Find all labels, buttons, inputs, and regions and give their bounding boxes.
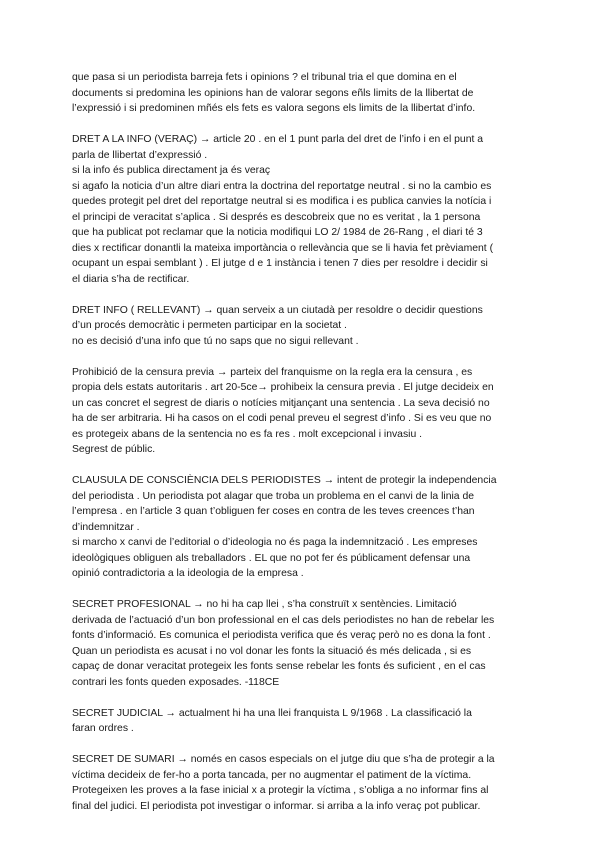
text-line: capaç de donar veracitat protegeix les fonts sense rebelar les fonts és suficient , en el cas [72, 661, 486, 672]
text-line: quedes protegit pel dret del reportatge neutral si es modifica i es publica canvies la notícia i [72, 196, 492, 207]
text-line: un cas concret el segrest de diaris o notícies mitjançant una sentencia . La seva decisió no [72, 397, 490, 409]
paragraph [72, 365, 530, 458]
text-line: es protegeix abans de la sentencia no es fa res . molt excepcional i invasiu . [72, 428, 423, 440]
text-line: Quan un periodista es acusat i no vol donar les fonts la situació és més delicada , si es [72, 645, 472, 657]
text-line: dies x rectificar donantli la mateixa importància o rellevància que se li havia fet prèviament ( [72, 242, 494, 254]
text-line: víctima decideix de fer-ho a porta tancada, per no augmentar el patiment de la víctima. [72, 769, 472, 781]
text-line: contrari les fonts queden exposades. -118CE [72, 676, 280, 688]
text-line: faran ordres . [72, 723, 134, 734]
text-line: opinió contradictoria a la ideologia de la empresa . [72, 568, 304, 579]
paragraph [72, 70, 530, 117]
text-line: ocupant un espai semblant ) . El jutge d e 1 instància i tenen 7 dies per resoldre i decidir si [72, 258, 488, 269]
text-line: d’un procés democràtic i permeten participar en la societat . [72, 320, 347, 331]
text-line: si agafo la noticia d’un altre diari entra la doctrina del reportatge neutral . si no la cambio es [72, 180, 492, 192]
text-line: propia dels estats autoritaris . art 20-5ce→ prohibeix la censura previa . El jutge decideix en [72, 382, 494, 393]
paragraph [72, 597, 530, 690]
text-line: l’expressió i si predominen mñés els fets es valora segons els limits de la llibertat d’info. [72, 103, 476, 114]
text-line: SECRET DE SUMARI → només en casos especials on el jutge diu que s’ha de protegir a la [72, 754, 495, 765]
text-line: ideològiques obliguen als treballadors . EL que no pot fer és públicament defensar una [72, 552, 471, 564]
text-line: derivada de l’actuació d’un bon professional en el cas dels periodistes no han de rebelar les [72, 614, 495, 626]
paragraph [72, 132, 530, 287]
text-line: el principi de veracitat s’aplica . Si després es descobreix que no es veritat , la 1 persona [72, 211, 481, 223]
text-line: no es decisió d’una info que tú no saps que no sigui rellevant . [72, 335, 359, 347]
text-line: CLAUSULA DE CONSCIÈNCIA DELS PERIODISTES → intent de protegir la independencia [72, 475, 497, 486]
text-line: final del judici. El periodista pot investigar o informar. si arriba a la info veraç pot publicar. [72, 800, 481, 812]
text-line: parla de llibertat d’expressió . [72, 149, 208, 161]
text-line: que ha publicat pot reclamar que la noticia modifiqui LO 2/ 1984 de 26-Rang , el diari té 3 [72, 227, 483, 238]
text-line: el diaria s’ha de rectificar. [72, 273, 190, 285]
text-line: del periodista . Un periodista pot alagar que troba un problema en el canvi de la linia de [72, 490, 475, 502]
paragraph [72, 752, 530, 814]
text-line: documents si predomina les opinions han de valorar segons eñls limits de la llibertat de [72, 87, 474, 99]
text-line: SECRET JUDICIAL → actualment hi ha una llei franquista L 9/1968 . La classificació la [72, 707, 472, 719]
text-line: que pasa si un periodista barreja fets i opinions ? el tribunal tria el que domina en el [72, 72, 457, 83]
text-line: Segrest de públic. [72, 444, 156, 455]
paragraph [72, 706, 530, 737]
text-line: DRET A LA INFO (VERAÇ) → article 20 . en el 1 punt parla del dret de l’info i en el punt a [72, 134, 484, 145]
text-line: Protegeixen les proves a la fase inicial x a protegir la víctima , s’obliga a no informar fins al [72, 785, 489, 796]
paragraph [72, 303, 530, 350]
document-body [72, 70, 530, 830]
text-line: si marcho x canvi de l’editorial o d’ideologia no és paga la indemnització . Les empreses [72, 537, 478, 548]
text-line: SECRET PROFESIONAL → no hi ha cap llei , s’ha construït x sentències. Limitació [72, 599, 457, 610]
text-line: d’indemnitzar . [72, 521, 140, 533]
text-line: si la info és publica directament ja és veraç [72, 165, 271, 176]
text-line: l’empresa . en l’article 3 quan t’obliguen fer coses en contra de les teves creences t’han [72, 506, 475, 517]
text-line: ha de ser arbitraria. Hi ha casos on el codi penal preveu el segrest d’info . Si es veu que no [72, 413, 492, 424]
text-line: Prohibició de la censura previa → parteix del franquisme on la regla era la censura , es [72, 366, 473, 378]
paragraph [72, 473, 530, 582]
text-line: fonts d’informació. Es comunica el periodista verifica que és veraç però no es dona la font . [72, 630, 491, 641]
text-line: DRET INFO ( RELLEVANT) → quan serveix a un ciutadà per resoldre o decidir questions [72, 304, 483, 316]
